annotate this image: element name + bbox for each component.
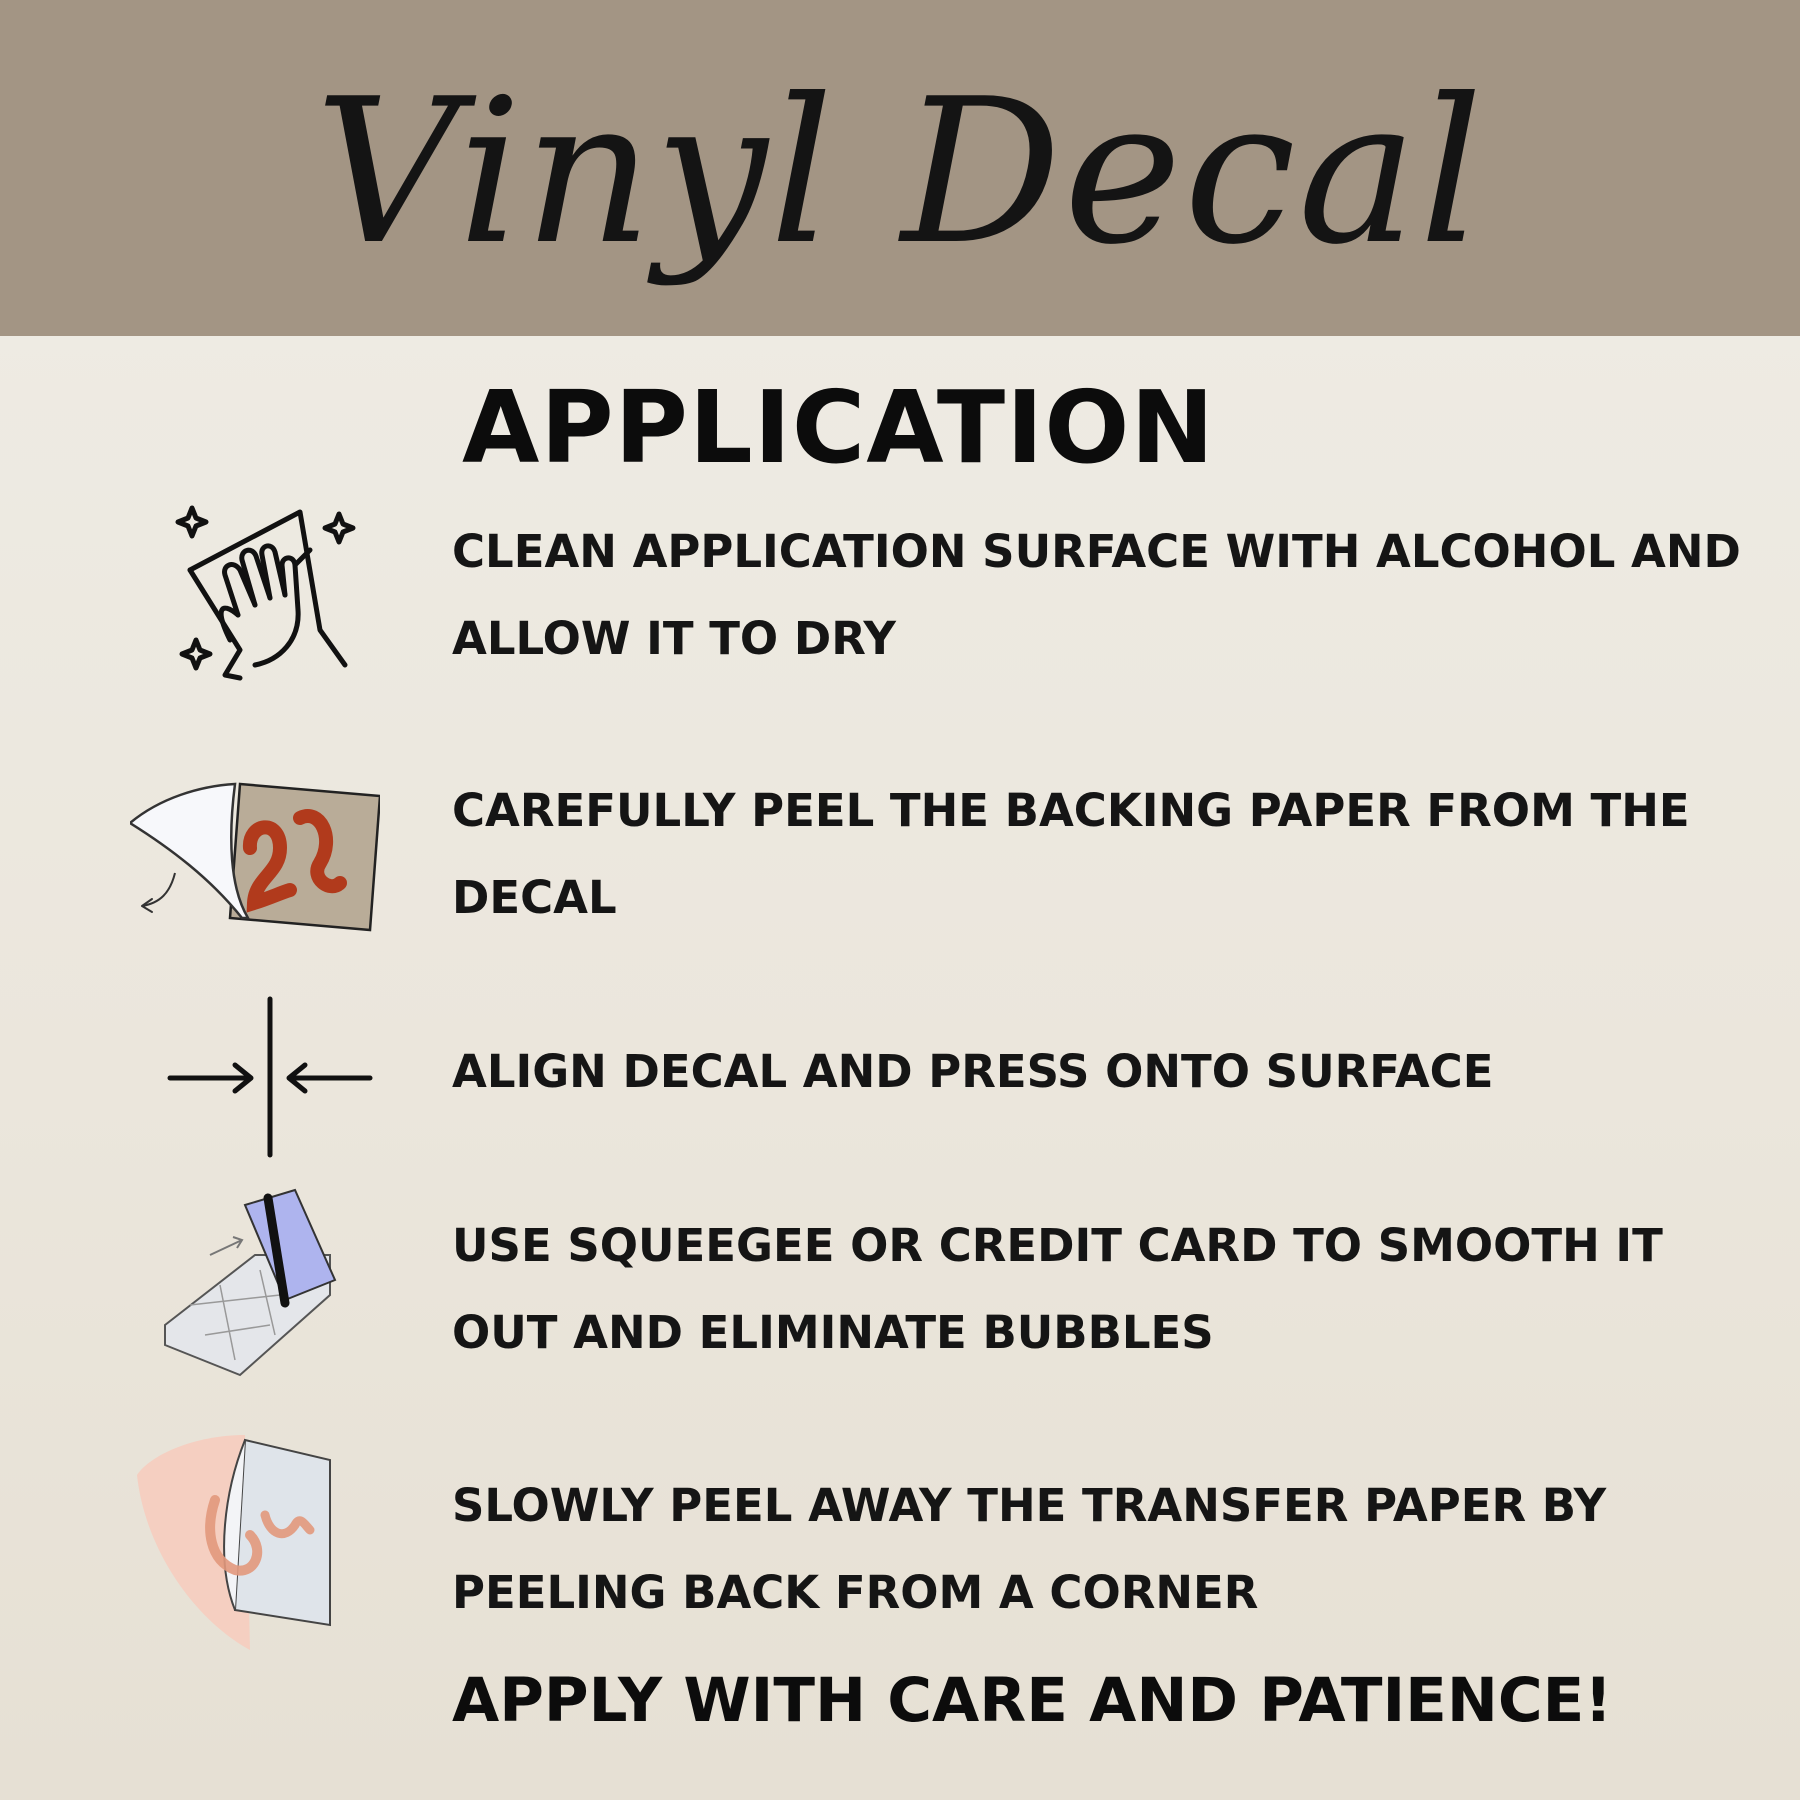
squeegee-card-icon bbox=[160, 1185, 350, 1380]
step-5-text: SLOWLY PEEL AWAY THE TRANSFER PAPER BY PEELING BACK FROM A CORNER bbox=[452, 1479, 1607, 1619]
step-2-text: CAREFULLY PEEL THE BACKING PAPER FROM THE DECAL bbox=[452, 784, 1690, 924]
page-title: Vinyl Decal bbox=[314, 56, 1486, 289]
section-heading: APPLICATION bbox=[462, 369, 1216, 486]
peel-transfer-icon bbox=[135, 1430, 335, 1660]
align-arrows-icon bbox=[165, 995, 375, 1160]
step-4-text: USE SQUEEGEE OR CREDIT CARD TO SMOOTH IT OUT AND ELIMINATE BUBBLES bbox=[452, 1219, 1663, 1359]
step-1-text: CLEAN APPLICATION SURFACE WITH ALCOHOL AND ALLOW IT TO DRY bbox=[452, 525, 1741, 665]
peel-backing-icon bbox=[130, 778, 380, 938]
footer-message: APPLY WITH CARE AND PATIENCE! bbox=[452, 1665, 1613, 1736]
step-3-text: ALIGN DECAL AND PRESS ONTO SURFACE bbox=[452, 1045, 1494, 1098]
wipe-hand-icon bbox=[170, 500, 370, 690]
